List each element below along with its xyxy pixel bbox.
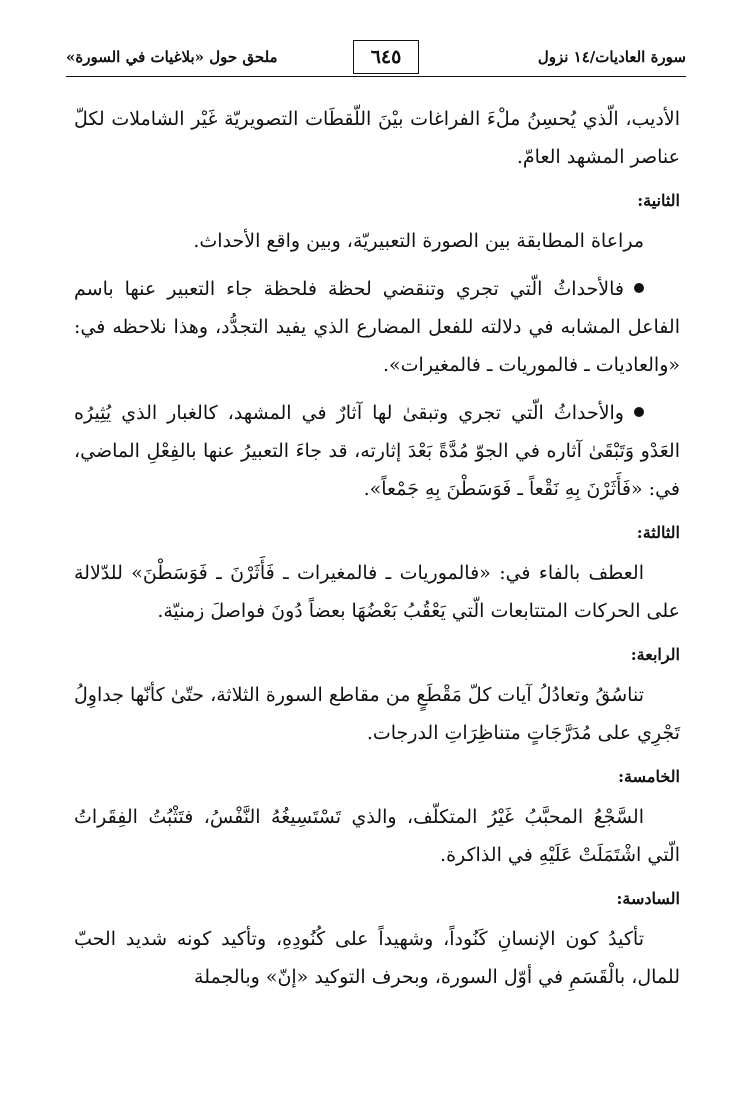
paragraph-intro: الأديب، الّذي يُحسِنُ ملْءَ الفراغات بيْنَ اللّقطَات التصويريّة غَيْر الشاملات لكلّ عناصر المشهد العامّ. (74, 108, 680, 168)
paragraph-fourth: تناسُقُ وتعادُلُ آيات كلّ مَقْطَعٍ من مقاطع السورة الثلاثة، حتّىٰ كأنّها جداوِلُ تَجْرِي على مُدَرَّجَاتٍ متناظِرَاتِ الدرجات. (74, 684, 680, 744)
heading-third: الثالثة: (636, 523, 680, 542)
surah-title: سورة العاديات/١٤ نزول (537, 48, 686, 66)
heading-fourth: الرابعة: (630, 645, 680, 664)
paragraph-second: مراعاة المطابقة بين الصورة التعبيريّة، وبين واقع الأحداث. (193, 230, 644, 252)
paragraph-sixth: تأكيدُ كون الإنسانِ كَنُوداً، وشهيداً على كُنُودِهِ، وتأكيد كونه شديد الحبّ للمال، بالْقَسَمِ في أوّل السورة، وبحرف التوكيد «إنّ» وبالجملة (74, 928, 680, 988)
appendix-title: ملحق حول «بلاغيات في السورة» (66, 48, 278, 66)
heading-fifth: الخامسة: (618, 767, 680, 786)
paragraph-fifth: السَّجْعُ المحبَّبُ غَيْرُ المتكلّف، والذي تَسْتَسِيغُهُ النَّفْسُ، فتَثْبُتُ الفِقَراتُ الّتي اشْتَمَلَتْ عَلَيْهِ في الذاكرة. (74, 806, 680, 866)
bullet-1-text: فالأحداثُ الّتي تجري وتنقضي لحظة فلحظة جاء التعبير عنها باسم الفاعل المشابه في دلالته للفعل المضارع الذي يفيد التجدُّد، وهذا نلاحظه في: «والعاديات ـ فالموريات ـ فالمغيرات». (74, 278, 680, 376)
running-header (66, 38, 686, 78)
bullet-icon (634, 283, 644, 293)
page-body (74, 100, 680, 1006)
page-number-box (353, 40, 419, 74)
paragraph-bullet-2 (74, 394, 680, 508)
header-rule (66, 76, 686, 77)
bullet-icon (634, 407, 644, 417)
heading-second: الثانية: (637, 191, 680, 210)
paragraph-bullet-1 (74, 270, 680, 384)
page-number: ٦٤٥ (370, 46, 402, 68)
heading-sixth: السادسة: (616, 889, 680, 908)
bullet-2-text: والأحداثُ الّتي تجري وتبقىٰ لها آثارٌ في المشهد، كالغبار الذي يُثِيرُه العَدْو وَتَبْقَىٰ آثاره في الجوّ مُدَّةً بَعْدَ إثارته، قد جاءَ التعبيرُ عنها بالفِعْلِ الماضي، في: «فَأَثَرْنَ بِهِ نَقْعاً ـ فَوَسَطْنَ بِهِ جَمْعاً». (74, 402, 680, 500)
paragraph-third: العطف بالفاء في: «فالموريات ـ فالمغيرات ـ فَأَثَرْنَ ـ فَوَسَطْنَ» للدّلالة على الحركات المتتابعات الّتي يَعْقُبُ بَعْضُهَا بعضاً دُونَ فواصلَ زمنيّة. (74, 562, 680, 622)
